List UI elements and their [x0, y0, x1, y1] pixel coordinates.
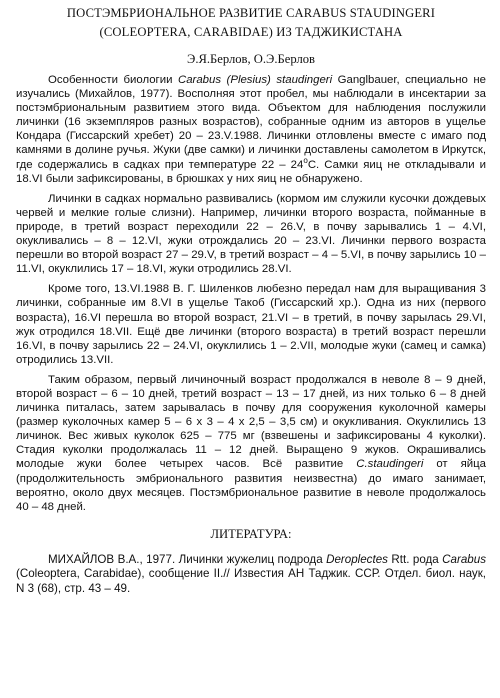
paragraph-4-end: от яйца (продолжительность эмбрионального развития неизвестна) до имаго занимает, вероятно, около двух месяцев. Постэмбриональное развитие в неволе продолжалось 40 – 48 дней. — [16, 458, 486, 513]
reference-1-start: МИХАЙЛОВ В.А., 1977. Личинки жужелиц подрода — [48, 552, 327, 566]
reference-1-genus: Deroplectes — [326, 552, 388, 566]
references-heading: ЛИТЕРАТУРА: — [210, 526, 292, 541]
degree-sign: о — [303, 155, 308, 165]
species-name: Carabus (Plesius) staudingeri — [177, 74, 333, 86]
paragraph-4-start: Таким образом, первый личиночный возраст продолжался в неволе 8 – 9 дней, второй возраст – 6 – 10 дней, третий возраст – 13 – 17 дней, из них только 6 – 8 дней личинка питалась, затем зарывалась в почву для сооружения куколочной камеры (размер куколочных камер 5 – 6 х 3 – 4 х 2,5 – 3,5 см) и окукливания. Окуклились 13 личинок. Вес живых куколок 625 – 775 мг (взвешены и зафиксированы 4 куколки). Стадия куколки продолжалась 11 – 12 дней. Выращено 9 жуков. Окрашивались молодые жуки более четырех часов. Всё развитие — [16, 373, 486, 471]
reference-1-end: (Coleoptera, Carabidae), сообщение II.// Известия АН Таджик. ССР. Отдел. биол. наук, N 3 (68), стр. 43 – 49. — [16, 567, 486, 595]
reference-1-mid: Rtt. рода — [387, 552, 443, 566]
paragraph-4 — [16, 373, 486, 514]
paragraph-1-start: Особенности биологии — [48, 74, 178, 86]
paragraph-3: Кроме того, 13.VI.1988 В. Г. Шиленков любезно передал нам для выращивания 3 личинки, собранные им 8.VI в ущелье Такоб (Гиссарский хр.). Одна из них (первого возраста), 16.VI перешла во второй возраст, 21.VI – в третий, в почву зарылась 29.VI, жук отродился 18.VII. Ещё две личинки (второго возраста) в третий возраст перешли 16.VI, в почву зарылись 22 – 24.VI, окуклились 1 – 2.VII, молодые жуки (самец и самка) отродились 13.VII. — [16, 283, 486, 366]
paragraph-2: Личинки в садках нормально развивались (кормом им служили кусочки дождевых червей и мелкие голые слизни). Например, личинки второго возраста, пойманные в природе, в третий возраст переходили 22 – 26.V, в почву зарывались 1 – 4.VI, окукливались – 8 – 12.VI, жуки отрождались 20 – 23.VI. Личинки первого возраста перешли во второй возраст 27 – 29.V, в третий возраст – 4 – 5.VI, в почву зарылись 10 – 11.VI, окуклились 17 – 18.VI, жуки отродились 28.VI. — [16, 192, 486, 276]
species-name-short: C.staudingeri — [356, 458, 424, 471]
title-line-2: (COLEOPTERA, CARABIDAE) ИЗ ТАДЖИКИСТАНА — [99, 25, 403, 39]
paragraph-1-end: С. Самки яиц не откладывали и 18.VI были зафиксированы, в брюшках у них яиц не обнаружено. — [16, 158, 486, 185]
reference-1-genus-2: Carabus — [442, 552, 486, 566]
reference-item — [16, 553, 486, 596]
title-line-1: ПОСТЭМБРИОНАЛЬНОЕ РАЗВИТИЕ CARABUS STAUDINGERI — [66, 6, 436, 20]
paragraph-1-rest: Ganglbauer, специально не изучались (Михайлов, 1977). Восполняя этот пробел, мы наблюдали в инсектарии за постэмбриональным развитием этого вида. Объектом для наблюдения послужили личинки (16 экземпляров разных возрастов), собранные одним из авторов в ущелье Кондара (Гиссарский хребет) 20 – 23.V.1988. Личинки отловлены вместе с имаго под камнями в долине ручья. Жуки (две самки) и личинки доставлены самолетом в Иркутск, где содержались в садках при температуре 22 – 24 — [16, 74, 487, 171]
article-authors: Э.Я.Берлов, О.Э.Берлов — [187, 52, 315, 66]
article-title — [16, 4, 486, 42]
paragraph-1 — [16, 73, 486, 186]
